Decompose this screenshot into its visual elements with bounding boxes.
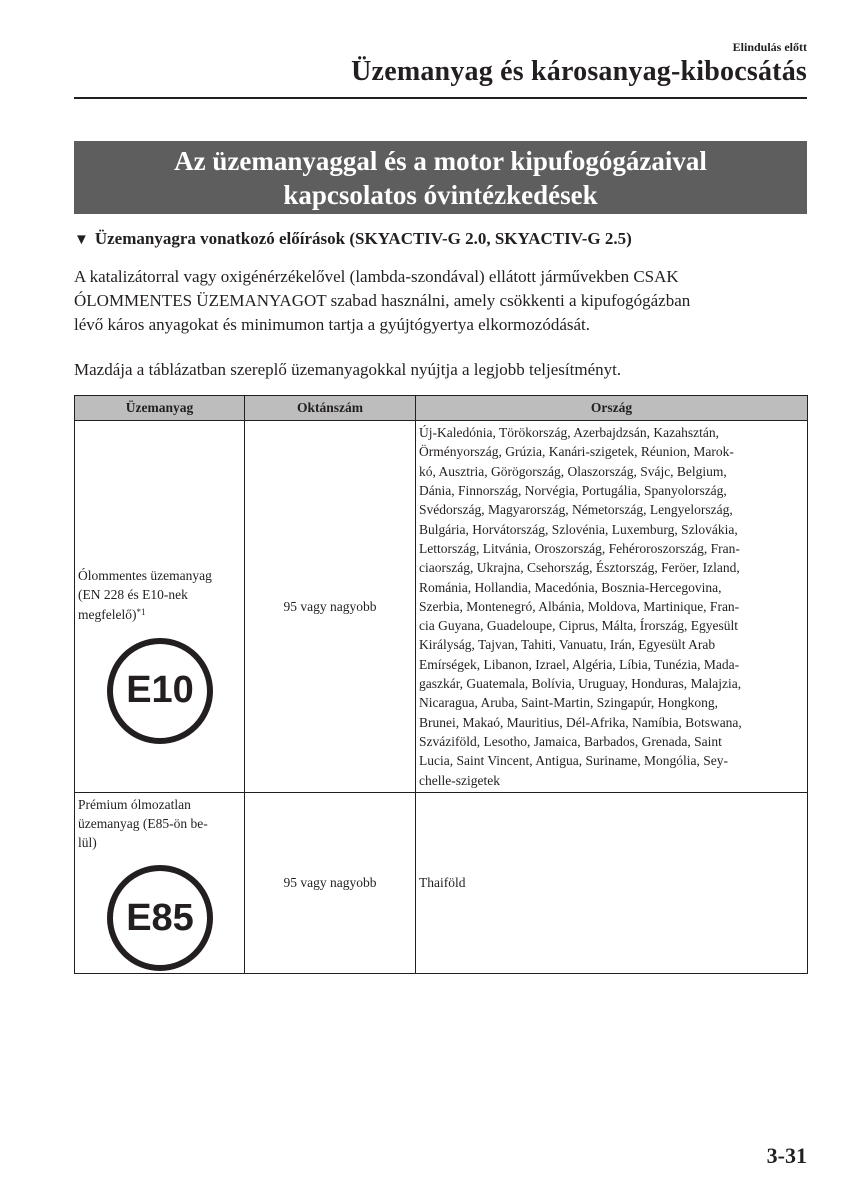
country-line: Lettország, Litvánia, Oroszország, Fehéroroszország, Fran- xyxy=(419,540,740,556)
section-banner xyxy=(74,141,807,214)
country-line: Svédország, Magyarország, Németország, Lengyelország, xyxy=(419,502,733,518)
header-fuel: Üzemanyag xyxy=(75,396,245,421)
country-line: gaszkár, Guatemala, Bolívia, Uruguay, Honduras, Malajzia, xyxy=(419,676,742,692)
country-line: Nicaragua, Aruba, Saint-Martin, Szingapúr, Hongkong, xyxy=(419,695,719,711)
header-octane: Oktánszám xyxy=(245,396,416,421)
e85-fuel-label-icon: E85 xyxy=(107,865,213,971)
fuel-cell-e85 xyxy=(75,793,245,974)
running-head: Elindulás előtt xyxy=(732,40,807,54)
table-intro-paragraph xyxy=(74,358,814,382)
fuel-line: (EN 228 és E10-nek xyxy=(78,587,188,603)
country-line: Új-Kaledónia, Törökország, Azerbajdzsán, Kazahsztán, xyxy=(419,425,720,441)
fuel-line: üzemanyag (E85-ön be- xyxy=(78,815,208,831)
country-line: Románia, Hollandia, Macedónia, Bosznia-Hercegovina, xyxy=(419,579,722,595)
fuel-table xyxy=(74,395,808,974)
subheading-text: Üzemanyagra vonatkozó előírások (SKYACTIV-G 2.0, SKYACTIV-G 2.5) xyxy=(94,229,632,248)
country-line: Emírségek, Libanon, Izrael, Algéria, Líbia, Tunézia, Mada- xyxy=(419,656,740,672)
fuel-line: lül) xyxy=(78,835,97,851)
octane-cell-e85: 95 vagy nagyobb xyxy=(245,793,416,974)
country-line: Dánia, Finnország, Norvégia, Portugália, Spanyolország, xyxy=(419,483,727,499)
fuel-cell-e10 xyxy=(75,421,245,793)
fuel-line: Ólommentes üzemanyag xyxy=(78,568,212,584)
fuel-line: megfelelő)$^{*1}$ xyxy=(78,606,146,622)
octane-cell-e10: 95 vagy nagyobb xyxy=(245,421,416,793)
fuel-line: Prémium ólmozatlan xyxy=(78,796,191,812)
table-intro-text: Mazdája a táblázatban szereplő üzemanyagokkal nyújtja a legjobb teljesítményt. xyxy=(74,360,622,379)
header-country: Ország xyxy=(416,396,808,421)
triangle-down-icon: ▼ xyxy=(74,232,89,248)
page-number: 3-31 xyxy=(766,1143,807,1168)
section-banner-line-2: kapcsolatos óvintézkedések xyxy=(283,180,598,210)
country-cell-e85: Thaiföld xyxy=(416,793,808,974)
country-line: Királyság, Tajvan, Tahiti, Vanuatu, Irán, Egyesült Arab xyxy=(419,637,716,653)
e10-fuel-label-icon: E10 xyxy=(107,638,213,744)
table-row-e85 xyxy=(75,793,808,974)
title-rule xyxy=(74,97,807,99)
country-line: kó, Ausztria, Görögország, Olaszország, Svájc, Belgium, xyxy=(419,463,727,479)
intro-paragraph-line: A katalizátorral vagy oxigénérzékelővel (lambda-szondával) ellátott járművekben CSAK xyxy=(74,267,679,286)
country-line: cia Guyana, Guadeloupe, Ciprus, Málta, Írország, Egyesült xyxy=(419,618,739,634)
footnote-marker: *1 xyxy=(136,606,146,617)
section-banner-line-1: Az üzemanyaggal és a motor kipufogógázaival xyxy=(174,146,707,176)
country-line: Örményország, Grúzia, Kanári-szigetek, Réunion, Marok- xyxy=(419,444,734,460)
intro-paragraph xyxy=(74,265,814,337)
country-line: Lucia, Saint Vincent, Antigua, Suriname, Mongólia, Sey- xyxy=(419,753,729,769)
intro-paragraph-line: ÓLOMMENTES ÜZEMANYAGOT szabad használni, amely csökkenti a kipufogógázban xyxy=(74,291,691,310)
intro-paragraph-line: lévő káros anyagokat és minimumon tartja a gyújtógyertya elkormozódását. xyxy=(74,315,590,334)
table-row-e10 xyxy=(75,421,808,793)
country-line: Szváziföld, Lesotho, Jamaica, Barbados, Grenada, Saint xyxy=(419,733,722,749)
subheading xyxy=(74,229,632,249)
country-line: Brunei, Makaó, Mauritius, Dél-Afrika, Namíbia, Botswana, xyxy=(419,714,742,730)
country-line: Szerbia, Montenegró, Albánia, Moldova, Martinique, Fran- xyxy=(419,598,740,614)
country-line: chelle-szigetek xyxy=(419,772,500,788)
page-title: Üzemanyag és károsanyag-kibocsátás xyxy=(351,56,807,87)
table-header-row xyxy=(75,396,808,421)
country-cell-e10 xyxy=(416,421,808,793)
country-line: Bulgária, Horvátország, Szlovénia, Luxemburg, Szlovákia, xyxy=(419,521,738,537)
country-line: ciaország, Ukrajna, Csehország, Észtország, Feröer, Izland, xyxy=(419,560,740,576)
